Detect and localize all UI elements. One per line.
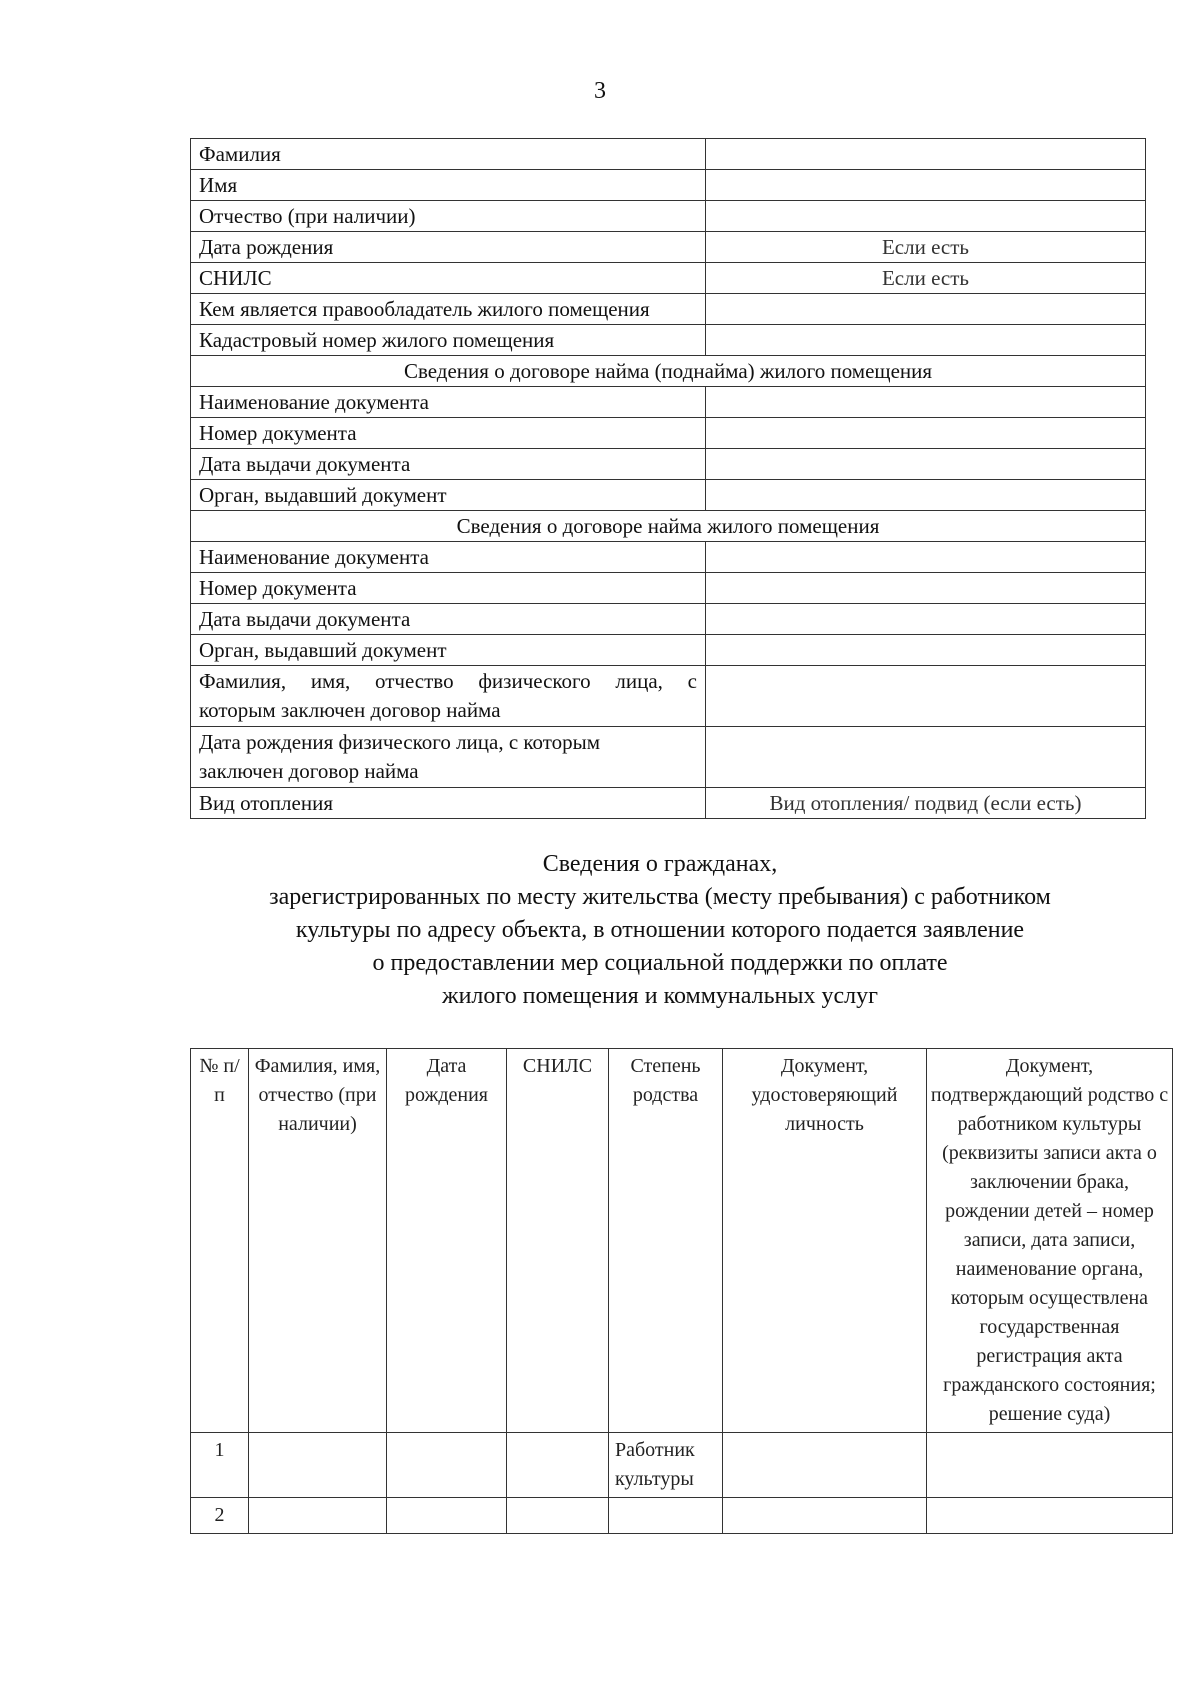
person-fio-value[interactable] [706,666,1146,727]
table-row [191,201,1146,232]
person-dob-label-line2: заключен договор найма [199,759,419,783]
field-label: Отчество (при наличии) [191,201,706,232]
field-value[interactable]: Если есть [706,232,1146,263]
table-row [191,727,1146,788]
field-value[interactable] [706,139,1146,170]
field-value[interactable] [706,418,1146,449]
column-header-dob: Дата рождения [387,1049,507,1433]
table-row [191,788,1146,819]
table-row [191,294,1146,325]
field-label: Наименование документа [191,542,706,573]
field-label: Орган, выдавший документ [191,480,706,511]
heading-line: жилого помещения и коммунальных услуг [441,983,878,1009]
section-title: Сведения о договоре найма жилого помещения [191,511,1146,542]
section-header-row [191,356,1146,387]
table-row [191,1498,1173,1534]
field-label: Кадастровый номер жилого помещения [191,325,706,356]
citizens-heading [160,848,1160,1013]
citizens-table [190,1048,1173,1534]
heading-line: о предоставлении мер социальной поддержки по оплате [372,950,948,976]
field-value[interactable] [706,635,1146,666]
table-row [191,232,1146,263]
table-row [191,449,1146,480]
page-number: 3 [594,78,606,104]
field-label [191,666,706,727]
table-row [191,387,1146,418]
field-value[interactable] [706,604,1146,635]
field-label: Номер документа [191,573,706,604]
table-row [191,666,1146,727]
field-value[interactable] [706,573,1146,604]
applicant-info-table [190,138,1146,819]
field-label: Вид отопления [191,788,706,819]
field-label: Кем является правообладатель жилого помещения [191,294,706,325]
cell-fio[interactable] [249,1498,387,1534]
heading-line: культуры по адресу объекта, в отношении которого подается заявление [295,917,1025,943]
cell-relation[interactable]: Работник культуры [609,1433,723,1498]
cell-snils[interactable] [507,1498,609,1534]
field-label: Дата выдачи документа [191,449,706,480]
person-dob-value[interactable] [706,727,1146,788]
field-value[interactable] [706,387,1146,418]
column-header-snils: СНИЛС [507,1049,609,1433]
cell-kinship-doc[interactable] [927,1433,1173,1498]
table-row [191,418,1146,449]
field-value[interactable] [706,201,1146,232]
heading-line: Сведения о гражданах, [542,851,778,877]
heading-line: зарегистрированных по месту жительства (месту пребывания) с работником [269,884,1051,910]
field-value[interactable] [706,480,1146,511]
cell-id-doc[interactable] [723,1498,927,1534]
field-value[interactable] [706,449,1146,480]
field-value[interactable] [706,542,1146,573]
heating-value[interactable]: Вид отопления/ подвид (если есть) [706,788,1146,819]
field-label: Дата рождения [191,232,706,263]
table-row [191,480,1146,511]
table-row [191,635,1146,666]
table-header-row [191,1049,1173,1433]
field-value[interactable] [706,294,1146,325]
field-label: Номер документа [191,418,706,449]
column-header-id-doc: Документ, удостоверяющий личность [723,1049,927,1433]
column-header-num: № п/п [191,1049,249,1433]
field-value[interactable] [706,325,1146,356]
person-fio-label-line1: Фамилия, имя, отчество физического лица, с [199,669,697,693]
field-label: Орган, выдавший документ [191,635,706,666]
row-number: 2 [191,1498,249,1534]
table-row [191,604,1146,635]
field-label: Наименование документа [191,387,706,418]
row-number: 1 [191,1433,249,1498]
field-value[interactable]: Если есть [706,263,1146,294]
table-row [191,1433,1173,1498]
person-dob-label-line1: Дата рождения физического лица, с которым [199,730,601,754]
table-row [191,573,1146,604]
table-row [191,325,1146,356]
table-row [191,263,1146,294]
column-header-kinship-doc: Документ, подтверждающий родство с работником культуры (реквизиты записи акта о заключении брака, рождении детей – номер записи, дата записи, наименование органа, которым осуществлена государственная регистрация акта гражданского состояния; решение суда) [927,1049,1173,1433]
cell-relation[interactable] [609,1498,723,1534]
cell-dob[interactable] [387,1433,507,1498]
cell-dob[interactable] [387,1498,507,1534]
field-label: Фамилия [191,139,706,170]
table-row [191,139,1146,170]
person-fio-label-line2: которым заключен договор найма [199,698,501,722]
field-label: СНИЛС [191,263,706,294]
section-header-row [191,511,1146,542]
table-row [191,542,1146,573]
table-row [191,170,1146,201]
cell-id-doc[interactable] [723,1433,927,1498]
cell-kinship-doc[interactable] [927,1498,1173,1534]
field-label [191,727,706,788]
section-title: Сведения о договоре найма (поднайма) жилого помещения [191,356,1146,387]
column-header-fio: Фамилия, имя, отчество (при наличии) [249,1049,387,1433]
field-label: Дата выдачи документа [191,604,706,635]
column-header-relation: Степень родства [609,1049,723,1433]
cell-fio[interactable] [249,1433,387,1498]
field-label: Имя [191,170,706,201]
cell-snils[interactable] [507,1433,609,1498]
field-value[interactable] [706,170,1146,201]
